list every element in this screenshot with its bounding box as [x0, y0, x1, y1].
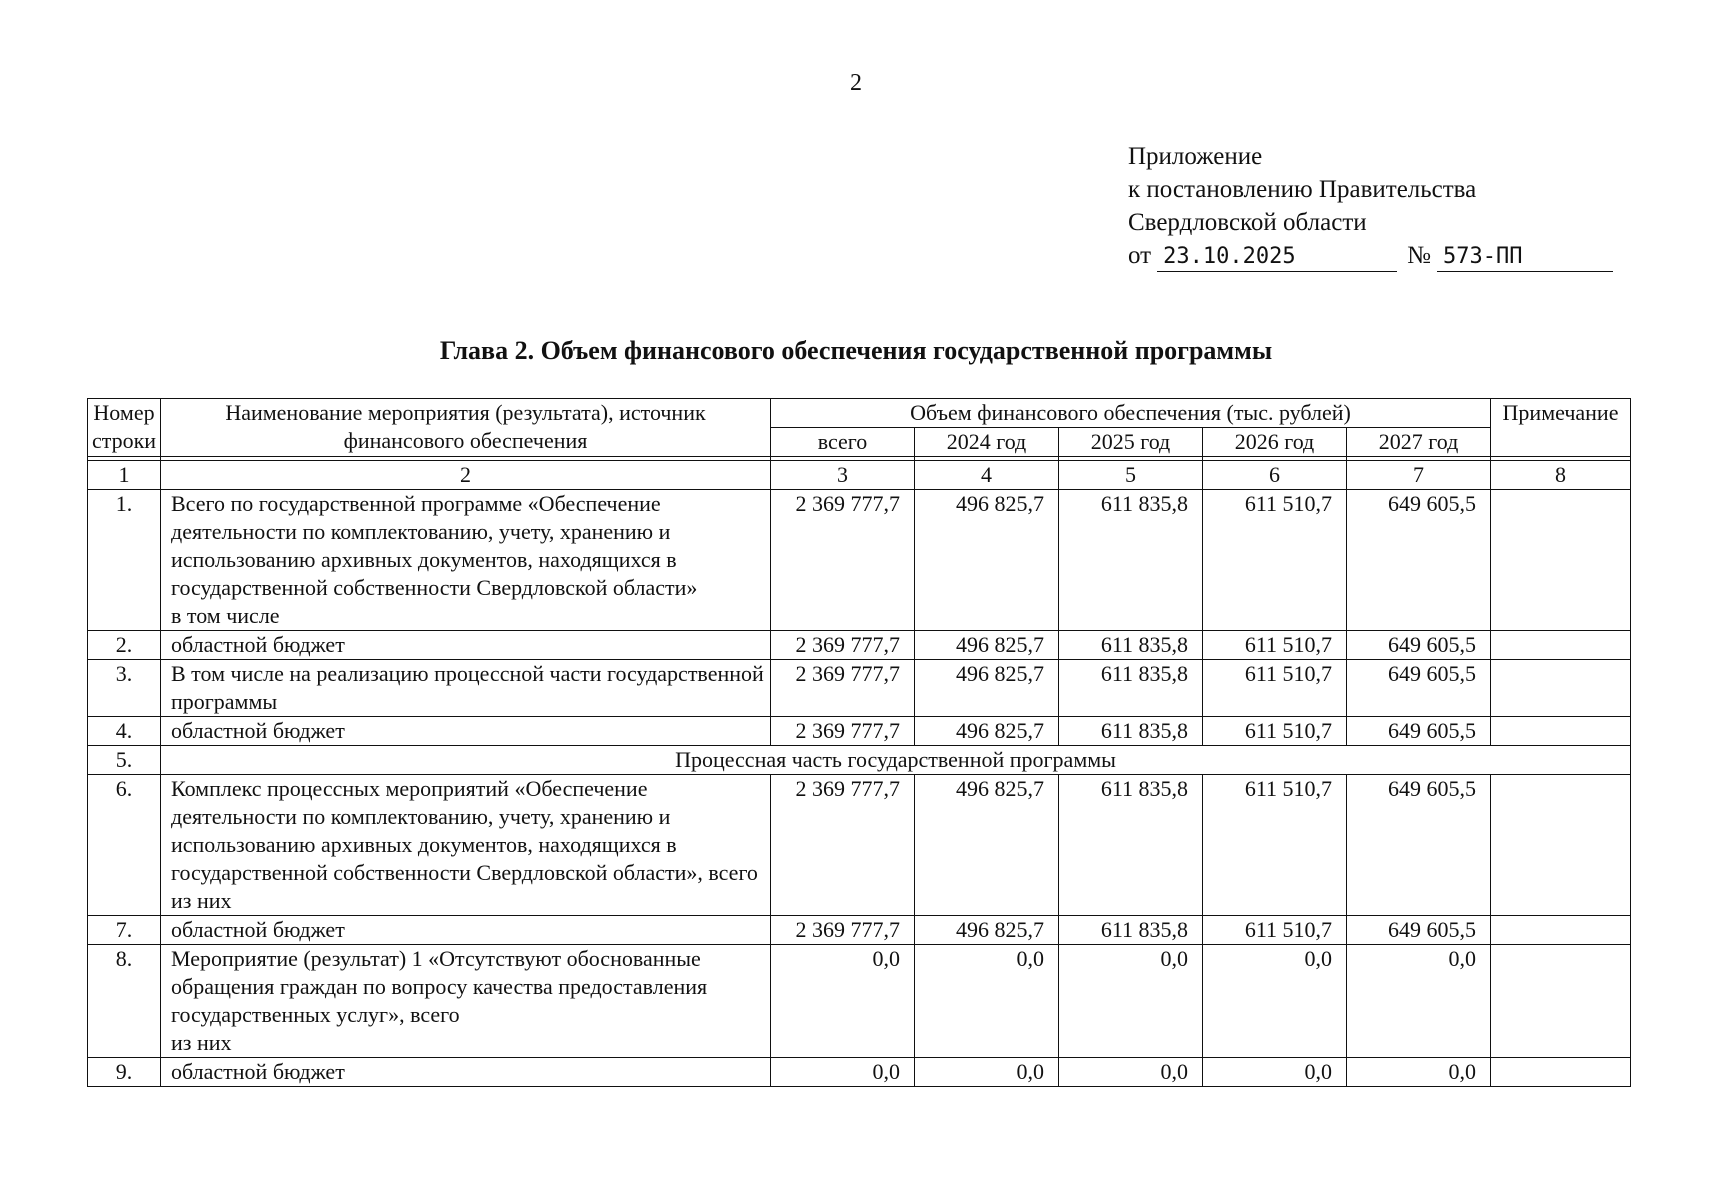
table-row	[88, 631, 1631, 660]
table-row	[88, 490, 1631, 631]
row-name	[161, 775, 771, 916]
value-2024: 496 825,7	[915, 717, 1059, 746]
table-row	[88, 1058, 1631, 1087]
value-2026: 611 510,7	[1203, 916, 1347, 945]
value-2024: 496 825,7	[915, 631, 1059, 660]
column-number: 4	[915, 461, 1059, 490]
value-total: 2 369 777,7	[771, 631, 915, 660]
value-2024: 496 825,7	[915, 490, 1059, 631]
column-number: 7	[1347, 461, 1491, 490]
value-total: 0,0	[771, 1058, 915, 1087]
header-note: Примечание	[1491, 399, 1631, 457]
value-2025: 611 835,8	[1059, 631, 1203, 660]
row-number: 4.	[88, 717, 161, 746]
value-2024: 496 825,7	[915, 660, 1059, 717]
row-name-extra: в том числе	[171, 603, 280, 628]
value-total: 2 369 777,7	[771, 490, 915, 631]
column-number: 5	[1059, 461, 1203, 490]
value-note	[1491, 945, 1631, 1058]
value-total: 0,0	[771, 945, 915, 1058]
row-number: 8.	[88, 945, 161, 1058]
row-number: 7.	[88, 916, 161, 945]
appendix-date-number	[1128, 239, 1648, 272]
table-row	[88, 660, 1631, 717]
value-2024: 0,0	[915, 1058, 1059, 1087]
row-name: областной бюджет	[161, 631, 771, 660]
section-title: Процессная часть государственной программы	[161, 746, 1631, 775]
value-2026: 0,0	[1203, 1058, 1347, 1087]
value-2024: 496 825,7	[915, 916, 1059, 945]
table-row	[88, 775, 1631, 916]
row-name-extra: из них	[171, 888, 232, 913]
appendix-region: Свердловской области	[1128, 209, 1367, 236]
value-2026: 611 510,7	[1203, 775, 1347, 916]
column-number: 1	[88, 461, 161, 490]
row-name	[161, 490, 771, 631]
row-name: областной бюджет	[161, 717, 771, 746]
value-2025: 611 835,8	[1059, 916, 1203, 945]
value-2025: 611 835,8	[1059, 775, 1203, 916]
value-2027: 649 605,5	[1347, 916, 1491, 945]
value-2026: 611 510,7	[1203, 660, 1347, 717]
row-name-text: Мероприятие (результат) 1 «Отсутствуют обоснованные обращения граждан по вопросу качества предоставления государственных услуг», всего	[171, 946, 708, 1027]
value-2024: 496 825,7	[915, 775, 1059, 916]
row-number: 2.	[88, 631, 161, 660]
row-number: 9.	[88, 1058, 161, 1087]
value-note	[1491, 660, 1631, 717]
row-name-text: Всего по государственной программе «Обеспечение деятельности по комплектованию, учету, хранению и использованию архивных документов, находящихся в государственной собственности Свердловской области»	[171, 491, 698, 600]
value-total: 2 369 777,7	[771, 717, 915, 746]
value-note	[1491, 717, 1631, 746]
value-note	[1491, 1058, 1631, 1087]
row-name-text: Комплекс процессных мероприятий «Обеспечение деятельности по комплектованию, учету, хранению и использованию архивных документов, находящихся в государственной собственности Свердловской области», всего	[171, 776, 758, 885]
table-row	[88, 717, 1631, 746]
value-2026: 611 510,7	[1203, 490, 1347, 631]
header-2024: 2024 год	[915, 428, 1059, 457]
value-2025: 0,0	[1059, 945, 1203, 1058]
value-2025: 611 835,8	[1059, 660, 1203, 717]
value-note	[1491, 775, 1631, 916]
appendix-block	[1128, 140, 1648, 272]
number-label: №	[1407, 242, 1431, 269]
appendix-title: Приложение	[1128, 143, 1263, 170]
table-row-section	[88, 746, 1631, 775]
decree-date: 23.10.2025	[1157, 243, 1397, 272]
value-2026: 611 510,7	[1203, 631, 1347, 660]
row-name	[161, 945, 771, 1058]
value-2027: 0,0	[1347, 1058, 1491, 1087]
header-row-number: Номер строки	[88, 399, 161, 457]
value-2027: 0,0	[1347, 945, 1491, 1058]
value-2025: 611 835,8	[1059, 717, 1203, 746]
column-number: 3	[771, 461, 915, 490]
row-name: В том числе на реализацию процессной части государственной программы	[161, 660, 771, 717]
value-note	[1491, 631, 1631, 660]
value-2025: 611 835,8	[1059, 490, 1203, 631]
table-row	[88, 916, 1631, 945]
value-2027: 649 605,5	[1347, 660, 1491, 717]
page-number: 2	[850, 70, 862, 96]
column-numbers-row	[88, 461, 1631, 490]
value-2026: 0,0	[1203, 945, 1347, 1058]
header-2025: 2025 год	[1059, 428, 1203, 457]
row-number: 3.	[88, 660, 161, 717]
appendix-decree: к постановлению Правительства	[1128, 176, 1477, 203]
value-total: 2 369 777,7	[771, 916, 915, 945]
value-2027: 649 605,5	[1347, 717, 1491, 746]
value-note	[1491, 916, 1631, 945]
column-number: 8	[1491, 461, 1631, 490]
column-number: 6	[1203, 461, 1347, 490]
row-number: 6.	[88, 775, 161, 916]
header-volume: Объем финансового обеспечения (тыс. рублей)	[771, 399, 1491, 428]
row-name: областной бюджет	[161, 1058, 771, 1087]
value-total: 2 369 777,7	[771, 775, 915, 916]
row-name-extra: из них	[171, 1030, 232, 1055]
decree-number: 573-ПП	[1437, 243, 1613, 272]
header-total: всего	[771, 428, 915, 457]
financing-table	[87, 398, 1631, 1087]
header-2026: 2026 год	[1203, 428, 1347, 457]
value-total: 2 369 777,7	[771, 660, 915, 717]
value-2027: 649 605,5	[1347, 490, 1491, 631]
header-name: Наименование мероприятия (результата), источник финансового обеспечения	[161, 399, 771, 457]
value-2025: 0,0	[1059, 1058, 1203, 1087]
header-row-1	[88, 399, 1631, 428]
row-number: 5.	[88, 746, 161, 775]
value-2024: 0,0	[915, 945, 1059, 1058]
value-note	[1491, 490, 1631, 631]
column-number: 2	[161, 461, 771, 490]
table-row	[88, 945, 1631, 1058]
from-label: от	[1128, 242, 1152, 269]
chapter-title: Глава 2. Объем финансового обеспечения государственной программы	[439, 336, 1273, 365]
value-2026: 611 510,7	[1203, 717, 1347, 746]
row-name: областной бюджет	[161, 916, 771, 945]
value-2027: 649 605,5	[1347, 775, 1491, 916]
row-number: 1.	[88, 490, 161, 631]
header-2027: 2027 год	[1347, 428, 1491, 457]
value-2027: 649 605,5	[1347, 631, 1491, 660]
